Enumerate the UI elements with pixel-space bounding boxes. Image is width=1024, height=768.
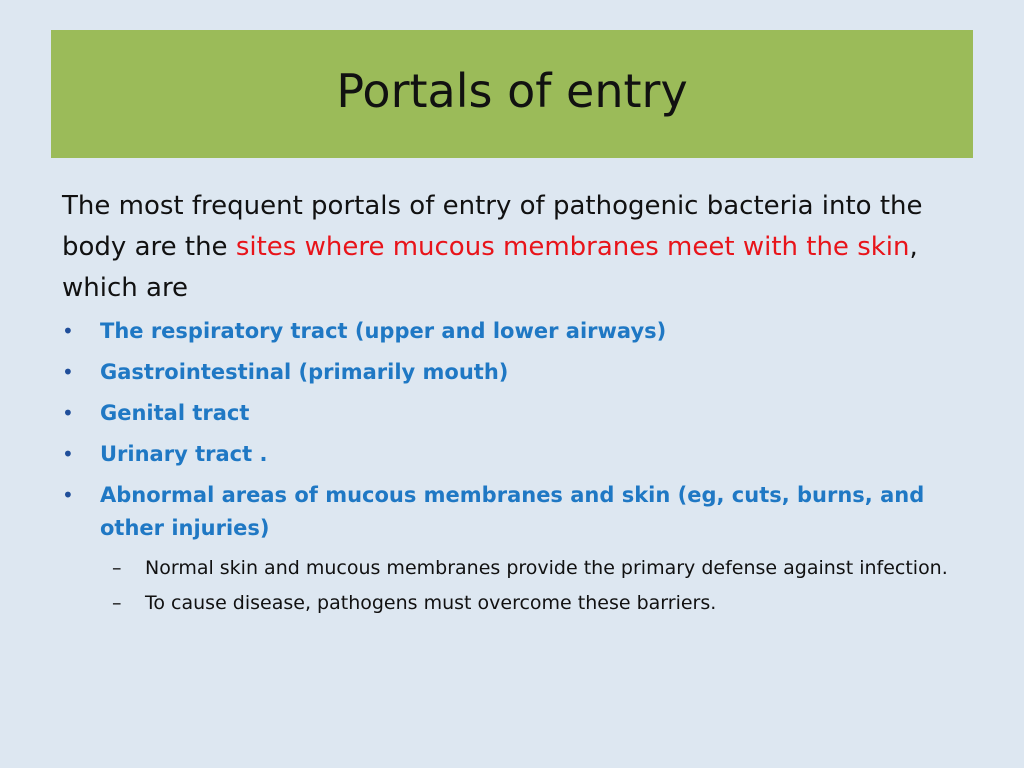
bullet-item (62, 397, 962, 430)
bullet-marker: • (62, 319, 74, 343)
intro-text-end: , which are (62, 232, 918, 303)
intro-text-start: The most frequent portals of entry of pathogenic bacteria into the body are the (62, 191, 923, 262)
bullet-marker: • (62, 442, 74, 466)
sub-bullet-item (112, 588, 962, 619)
bullet-text: Genital tract (100, 401, 250, 425)
bullet-item (62, 479, 962, 545)
title-bar (51, 30, 973, 158)
slide-body (62, 186, 962, 623)
sub-bullet-text: Normal skin and mucous membranes provide the primary defense against infection. (145, 557, 948, 579)
bullet-marker: • (62, 360, 74, 384)
bullet-text: Urinary tract . (100, 442, 268, 466)
bullet-item (62, 356, 962, 389)
bullet-marker: • (62, 401, 74, 425)
bullet-item (62, 438, 962, 471)
bullet-text: Gastrointestinal (primarily mouth) (100, 360, 509, 384)
sub-bullet-text: To cause disease, pathogens must overcome these barriers. (145, 592, 717, 614)
intro-paragraph (62, 186, 962, 309)
sub-bullet-list (62, 553, 962, 619)
bullet-list (62, 315, 962, 545)
intro-highlight: sites where mucous membranes meet with the skin (235, 232, 910, 262)
bullet-text: Abnormal areas of mucous membranes and skin (eg, cuts, burns, and other injuries) (100, 483, 925, 540)
sub-bullet-item (112, 553, 962, 584)
bullet-text: The respiratory tract (upper and lower airways) (100, 319, 667, 343)
bullet-item (62, 315, 962, 348)
dash-marker: – (112, 557, 122, 579)
slide-title: Portals of entry (336, 64, 688, 118)
dash-marker: – (112, 592, 122, 614)
bullet-marker: • (62, 483, 74, 507)
